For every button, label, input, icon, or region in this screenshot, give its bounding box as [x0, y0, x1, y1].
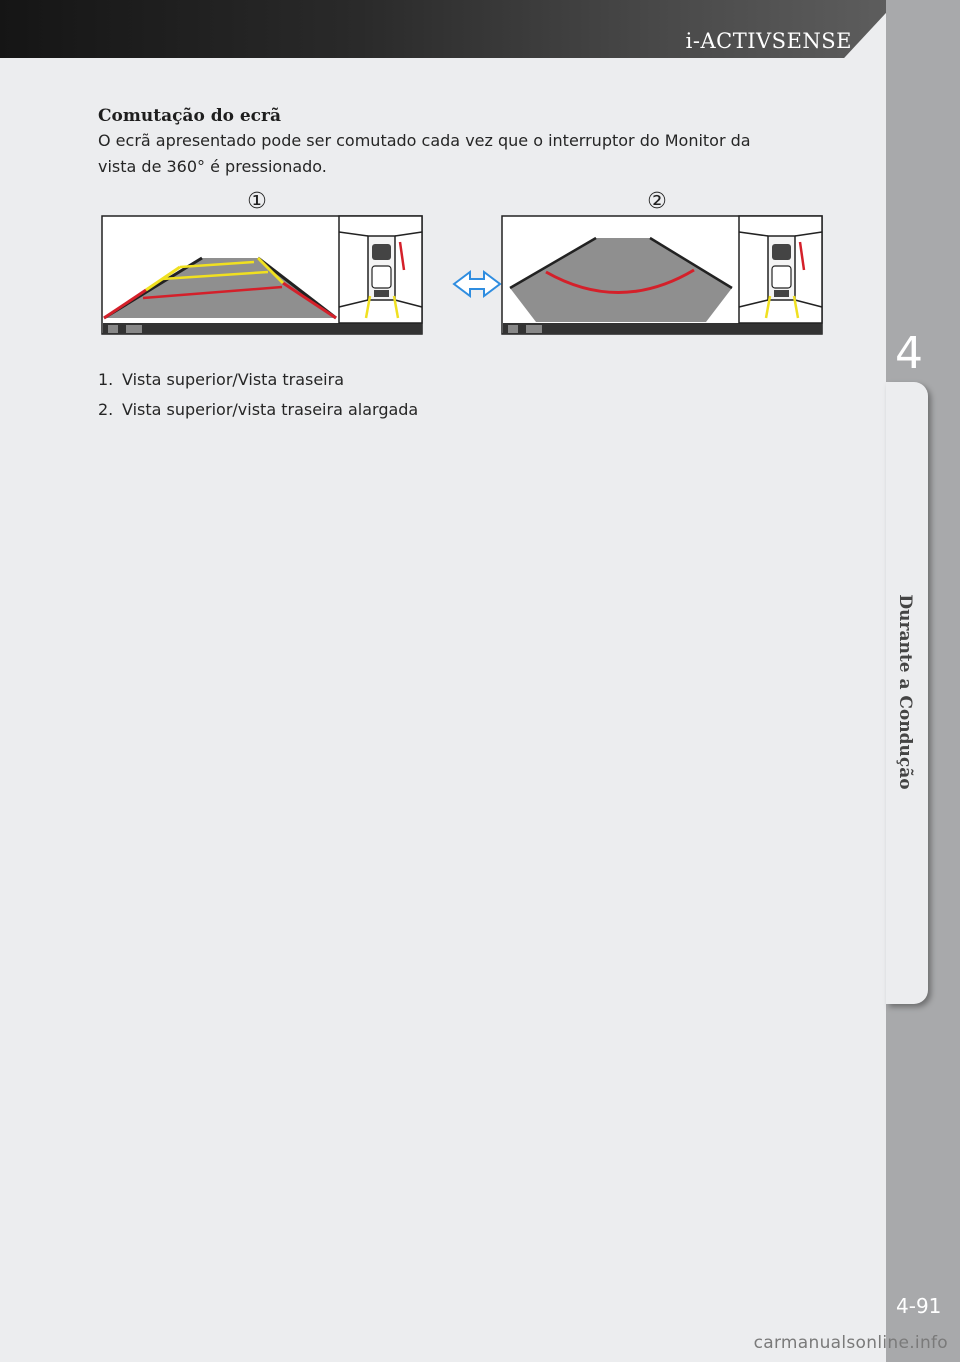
caption-text: Vista superior/Vista traseira [122, 370, 344, 389]
top-view-1 [339, 216, 422, 323]
page-number: 4-91 [896, 1294, 942, 1318]
screen-2 [502, 189, 822, 334]
caption-number: 2. [98, 400, 114, 419]
callout-1: ① [247, 189, 267, 214]
paragraph-line-2: vista de 360° é pressionado. [98, 157, 327, 176]
caption-text: Vista superior/vista traseira alargada [122, 400, 419, 419]
caption-item [98, 397, 418, 427]
watermark: carmanualsonline.info [753, 1333, 948, 1353]
screen-switch-illustration [100, 186, 826, 338]
screen-1 [102, 189, 422, 334]
chapter-number: 4 [895, 328, 923, 379]
section-heading: Comutação do ecrã [98, 106, 281, 126]
top-view-2 [739, 216, 822, 323]
paragraph-line-1: O ecrã apresentado pode ser comutado cada vez que o interruptor do Monitor da [98, 131, 751, 150]
swap-arrow-icon [454, 272, 500, 296]
chapter-title: Durante a Condução [895, 594, 915, 790]
caption-number: 1. [98, 370, 114, 389]
main-content [98, 104, 868, 180]
caption-list [98, 367, 418, 427]
callout-2: ② [647, 189, 667, 214]
section-title: i-ACTIVSENSE [685, 29, 852, 53]
caption-item [98, 367, 418, 397]
